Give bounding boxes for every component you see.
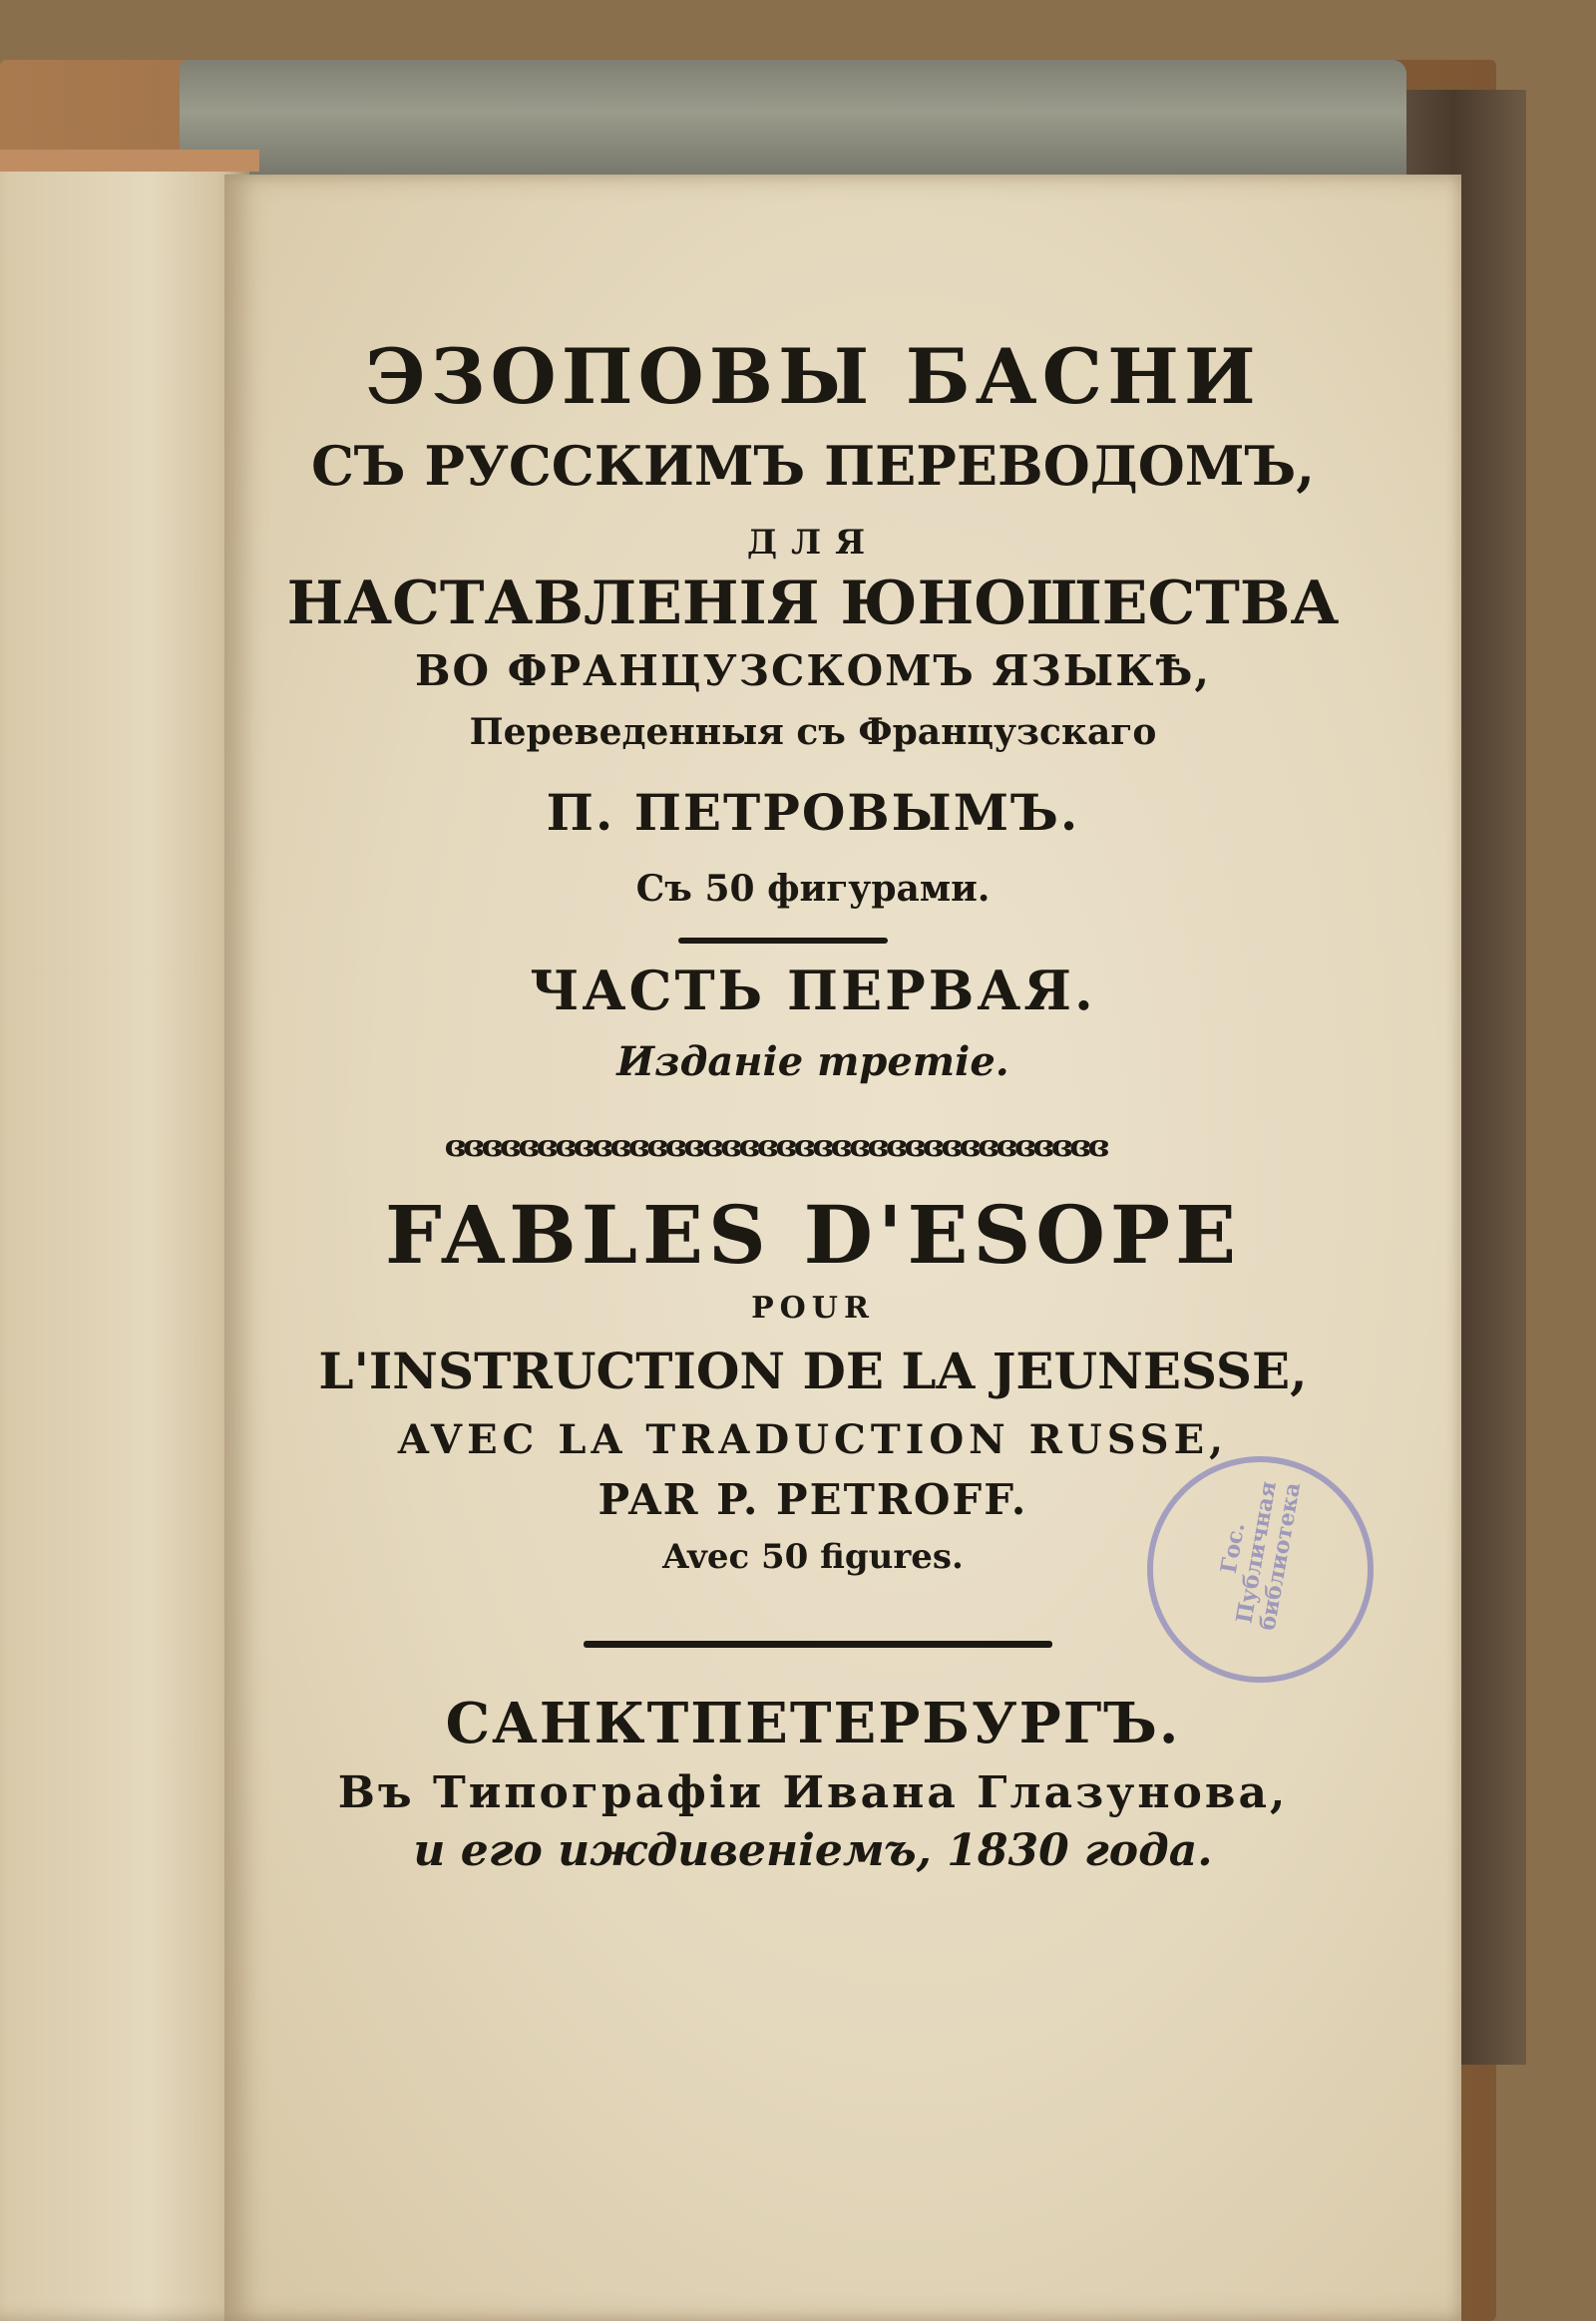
subtitle-for: ДЛЯ	[746, 523, 880, 563]
figures-note: Съ 50 фигурами.	[635, 868, 991, 910]
imprint-year: и его иждивеніемъ, 1830 года.	[413, 1825, 1213, 1876]
title-russian: ЭЗОПОВЫ БАСНИ	[365, 332, 1261, 421]
page-block-top-edge	[180, 60, 1406, 190]
ornament-band: ɞɞɞɞɞɞɞɞɞɞɞɞɞɞɞɞɞɞɞɞɞɞɞɞɞɞɞɞɞɞɞɞɞɞɞɞ	[444, 1135, 1107, 1159]
edition-label: Изданіе третіе.	[616, 1038, 1009, 1085]
divider-rule	[678, 938, 888, 944]
part-label: ЧАСТЬ ПЕРВАЯ.	[530, 959, 1096, 1022]
subtitle-translation: СЪ РУССКИМЪ ПЕРЕВОДОМЪ,	[310, 434, 1316, 498]
divider-rule-lower	[584, 1641, 1052, 1648]
left-page	[0, 150, 249, 2321]
library-stamp-text: Гос. Публичная библиотека	[1215, 1479, 1307, 1633]
french-author: PAR P. PETROFF.	[598, 1475, 1028, 1524]
title-french: FABLES D'ESOPE	[384, 1188, 1242, 1282]
imprint-city: САНКТПЕТЕРБУРГЪ.	[445, 1691, 1181, 1756]
subtitle-language: ВО ФРАНЦУЗСКОМЪ ЯЗЫКѢ,	[414, 646, 1212, 695]
imprint-printer: Въ Типографіи Ивана Глазунова,	[337, 1767, 1289, 1818]
translated-from: Переведенныя съ Французскаго	[469, 711, 1157, 753]
left-cover-edge	[0, 150, 259, 172]
french-translation: AVEC LA TRADUCTION RUSSE,	[397, 1416, 1229, 1463]
subtitle-instruction: НАСТАВЛЕНІЯ ЮНОШЕСТВА	[286, 569, 1340, 638]
french-instruction: L'INSTRUCTION DE LA JEUNESSE,	[318, 1342, 1308, 1400]
translator-name: П. ПЕТРОВЫМЪ.	[546, 783, 1080, 842]
french-figures: Avec 50 figures.	[662, 1537, 964, 1577]
french-pour: POUR	[751, 1291, 875, 1326]
